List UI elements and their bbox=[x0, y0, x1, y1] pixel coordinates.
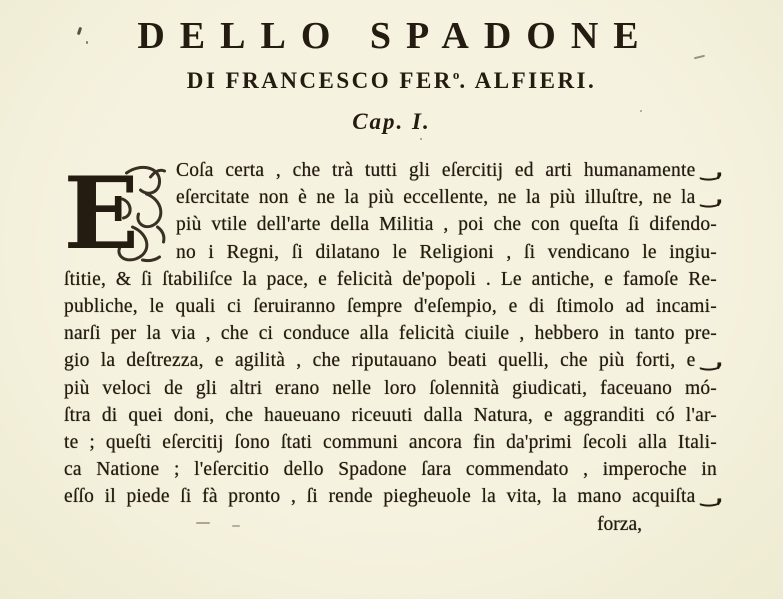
body-text bbox=[64, 156, 722, 509]
line-text: narſi per la via , che ci conduce alla felicità ciuile , hebbero in tanto pre- bbox=[64, 323, 717, 345]
drop-cap-letter: E bbox=[63, 161, 139, 265]
line-filler-mark: ‿, bbox=[700, 484, 722, 508]
body-line bbox=[64, 428, 722, 455]
drop-cap-woodcut-e bbox=[61, 161, 168, 265]
catchword-row bbox=[64, 511, 722, 538]
line-text: eſercitate non è ne la più eccellente, ne la più illuſtre, ne la bbox=[176, 187, 696, 209]
body-line bbox=[64, 265, 722, 292]
ink-speck bbox=[232, 525, 240, 527]
body-line bbox=[64, 401, 722, 428]
line-text: gio la deſtrezza, e agilità , che riputauano beati quelli, che più forti, e bbox=[64, 350, 696, 372]
author-superscript: o bbox=[452, 67, 460, 82]
line-text: ſtra di quei doni, che haueuano riceuuti dalla Natura, e aggranditi có l'ar- bbox=[64, 404, 717, 426]
line-text: ca Natione ; l'eſercitio dello Spadone ſara commendato , imperoche in bbox=[64, 459, 717, 481]
body-line bbox=[64, 292, 722, 319]
chapter-header bbox=[0, 14, 783, 135]
line-text: eſſo il piede ſi fà pronto , ſi rende piegheuole la vita, la mano acquiſta bbox=[64, 486, 696, 508]
author-line bbox=[0, 67, 783, 94]
chapter-title: DELLO SPADONE bbox=[137, 15, 654, 57]
author-suffix: . ALFIERI. bbox=[459, 68, 597, 93]
chapter-number: Cap. I. bbox=[352, 109, 431, 134]
line-filler-mark: ‿, bbox=[700, 185, 722, 209]
body-line bbox=[64, 374, 722, 401]
ink-speck bbox=[640, 110, 642, 112]
line-text: no i Regni, ſi dilatano le Religioni , ſi vendicano le ingiu- bbox=[176, 241, 717, 263]
body-line bbox=[64, 482, 722, 509]
line-filler-mark: ‿, bbox=[700, 348, 722, 372]
line-text: publiche, le quali ci ſeruiranno ſempre d'eſempio, e di ſtimolo ad incami- bbox=[64, 295, 717, 317]
line-text: più veloci de gli altri erano nelle loro ſolennità giudicati, faceuano mó- bbox=[64, 377, 717, 399]
line-filler-mark: ‿, bbox=[700, 158, 722, 181]
body-line bbox=[64, 346, 722, 373]
ink-speck bbox=[196, 522, 210, 524]
line-text: te ; queſti eſercitij ſono ſtati communi ancora fin da'primi ſecoli alla Itali- bbox=[64, 431, 717, 453]
ink-speck bbox=[420, 138, 422, 140]
line-text: Coſa certa , che trà tutti gli eſercitij ed arti humanamente bbox=[176, 160, 696, 181]
line-text: più vtile dell'arte della Militia , poi che con queſta ſi difendo- bbox=[176, 214, 717, 236]
ink-speck bbox=[86, 41, 88, 44]
body-line bbox=[64, 319, 722, 346]
author-prefix: DI FRANCESCO FER bbox=[186, 68, 453, 93]
catchword: forza, bbox=[597, 514, 642, 535]
line-text: ſtitie, & ſi ſtabiliſce la pace, e felicità de'popoli . Le antiche, e famoſe Re- bbox=[64, 268, 717, 290]
body-line bbox=[64, 455, 722, 482]
